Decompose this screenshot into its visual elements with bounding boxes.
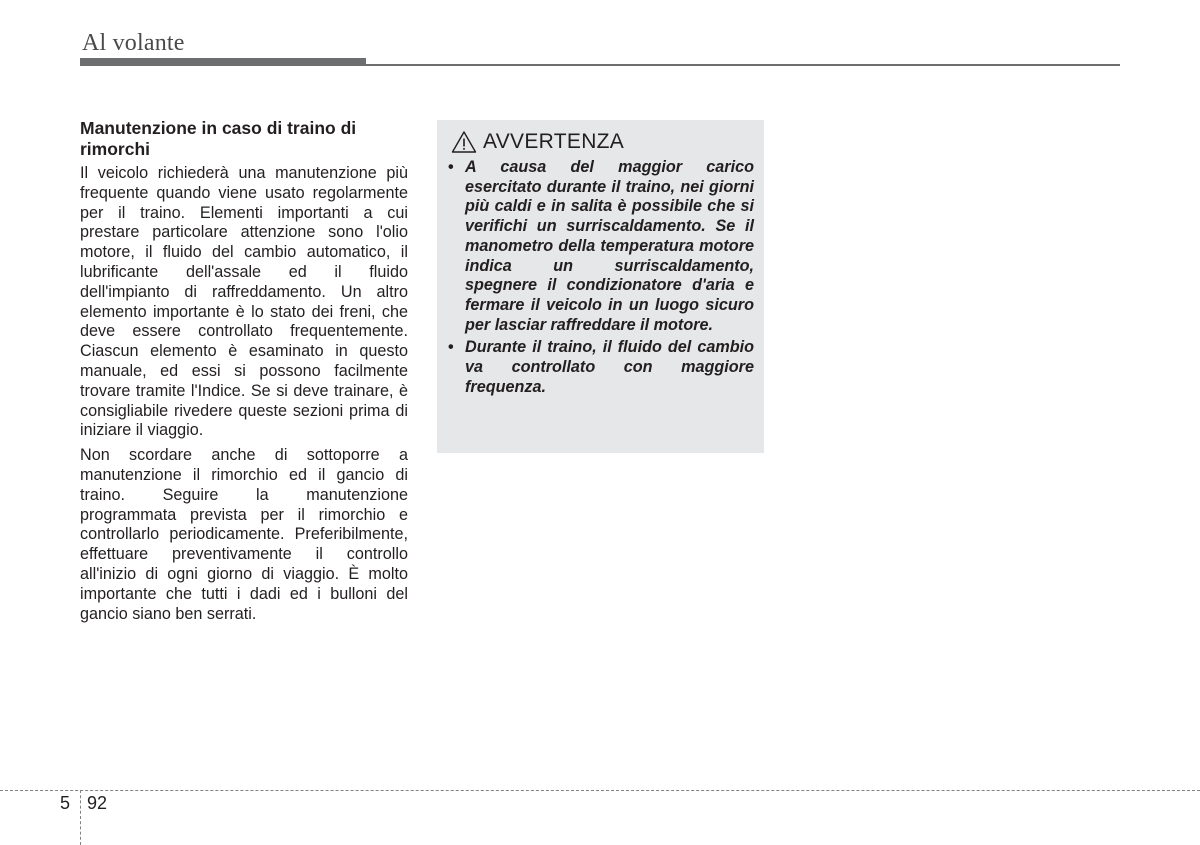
warning-list <box>447 158 754 397</box>
warning-item-text: Durante il traino, il fluido del cambio va controllato con maggiore frequenza. <box>465 338 754 396</box>
bullet: • <box>448 158 454 176</box>
body-paragraph: Il veicolo richiederà una manutenzione più frequente quando viene usato regolarmente per il traino. Elementi importanti a cui prestare particolare attenzione sono l'olio motore, il fluido del cambio automatico, il lubrificante dell'assale ed il fluido dell'impianto di raffreddamento. Un altro elemento importante è lo stato dei freni, che deve essere controllato frequentemente. Ciascun elemento è esaminato in questo manuale, ed essi si possono facilmente trovare tramite l'Indice. Se si deve trainare, è consigliabile rivedere queste sezioni prima di iniziare il viaggio. <box>80 164 408 440</box>
warning-header <box>451 130 754 154</box>
warning-item <box>447 158 754 335</box>
warning-triangle-icon <box>451 130 477 154</box>
warning-title: AVVERTENZA <box>483 130 625 153</box>
section-heading: Manutenzione in caso di traino di rimorchi <box>80 118 357 159</box>
chapter-title: Al volante <box>82 30 185 56</box>
warning-item <box>447 338 754 397</box>
body-paragraph: Non scordare anche di sottoporre a manutenzione il rimorchio ed il gancio di traino. Seguire la manutenzione programmata prevista per il rimorchio e controllarlo periodicamente. Preferibilmente, effettuare preventivamente il controllo all'inizio di ogni giorno di viaggio. È molto importante che tutti i dadi ed i bulloni del gancio siano ben serrati. <box>80 446 408 623</box>
header-rule-thick <box>80 58 366 66</box>
page-footer <box>0 790 1200 845</box>
bullet: • <box>448 338 454 357</box>
header-rule-thin <box>366 64 1120 66</box>
chapter-number: 5 <box>60 793 71 813</box>
footer-dashed-line <box>0 790 1200 791</box>
footer-dashed-divider <box>80 790 81 845</box>
page-number: 92 <box>87 793 108 813</box>
warning-box <box>437 120 764 453</box>
section-column <box>80 118 408 629</box>
warning-item-text: A causa del maggior carico esercitato durante il traino, nei giorni più caldi e in salita è possibile che si verifichi un surriscaldamento. Se il manometro della temperatura motore indica un surriscaldamento, spegnere il condizionatore d'aria e fermare il veicolo in un luogo sicuro per lasciar raffreddare il motore. <box>465 158 754 334</box>
